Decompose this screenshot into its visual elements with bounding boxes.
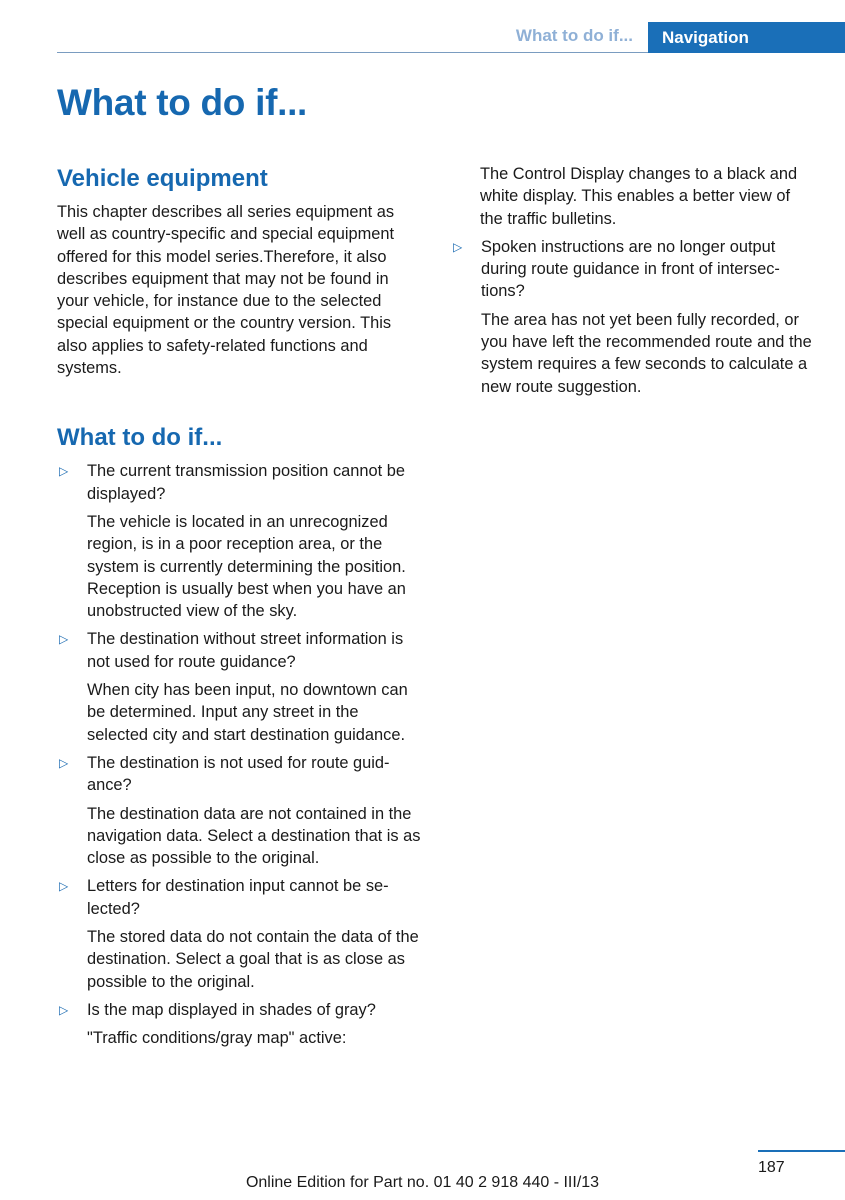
bullet-triangle-icon: ▷ <box>59 1002 69 1017</box>
bullet-triangle-icon: ▷ <box>59 464 69 479</box>
list-item <box>57 999 422 1050</box>
list-item <box>57 628 422 745</box>
faq-answer: The destination data are not contained in the navigation data. Select a destination that is as close as possible to the original. <box>87 804 421 868</box>
vehicle-equipment-paragraph: This chapter describes all series equipment as well as country-specific and special equipment offered for this model series.Therefore, it also describes equipment that may not be found in your vehicle, for instance due to the selected special equipment or the country version. This also applies to safety-related functions and systems. <box>57 203 395 378</box>
header-chapter-tab: Navigation <box>648 22 845 53</box>
faq-question: The destination is not used for route guidance? <box>87 753 390 795</box>
list-item <box>57 460 422 622</box>
bullet-triangle-icon: ▷ <box>453 239 463 254</box>
faq-list-continued <box>451 236 816 398</box>
faq-answer: The stored data do not contain the data of the destination. Select a goal that is as close as possible to the original. <box>87 928 419 991</box>
faq-question: Is the map displayed in shades of gray? <box>87 1000 376 1019</box>
page-number: 187 <box>758 1159 785 1176</box>
right-column <box>451 163 816 404</box>
faq-list <box>57 460 422 1049</box>
list-item <box>57 875 422 992</box>
bullet-triangle-icon: ▷ <box>59 755 69 770</box>
bullet-triangle-icon: ▷ <box>59 632 69 647</box>
section-heading-vehicle-equipment: Vehicle equipment <box>57 165 268 192</box>
faq-answer: The area has not yet been fully recorded, or you have left the recommended route and the system requires a few seconds to calculate a new route suggestion. <box>481 310 812 396</box>
faq-question: Letters for destination input cannot be selected? <box>87 877 389 918</box>
bullet-triangle-icon: ▷ <box>59 879 69 894</box>
faq-answer: The vehicle is located in an unrecognized region, is in a poor reception area, or the system is currently determining the position. Reception is usually best when you have an unobstructed view of the sky. <box>87 512 406 621</box>
faq-question: Spoken instructions are no longer output during route guidance in front of intersections? <box>481 237 780 301</box>
footer-edition-text: Online Edition for Part no. 01 40 2 918 440 - III/13 <box>245 1174 600 1191</box>
footer-rule <box>758 1150 845 1152</box>
faq-question: The destination without street information is not used for route guidance? <box>87 630 404 671</box>
header-section-title: What to do if... <box>515 26 633 45</box>
list-item <box>57 752 422 869</box>
continuation-paragraph: The Control Display changes to a black and white display. This enables a better view of the traffic bulletins. <box>480 165 798 228</box>
page-title: What to do if... <box>57 82 308 123</box>
faq-answer: "Traffic conditions/gray map" active: <box>87 1029 347 1048</box>
section-heading-what-to-do-if: What to do if... <box>57 424 223 452</box>
faq-question: The current transmission position cannot be displayed? <box>87 462 405 503</box>
faq-answer: When city has been input, no downtown can be determined. Input any street in the selected city and start destination guidance. <box>87 681 408 744</box>
left-column <box>57 163 422 1056</box>
list-item <box>451 236 816 398</box>
